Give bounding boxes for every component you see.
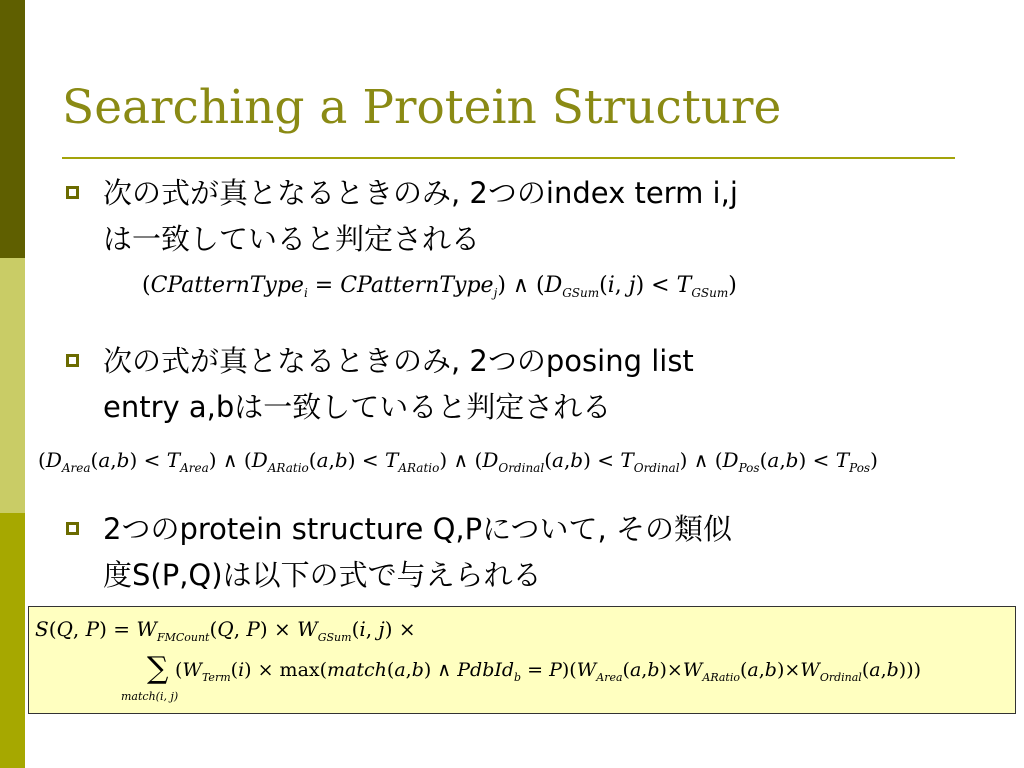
bullet-1-line-2: は一致していると判定される (103, 222, 481, 256)
bullet-3-line-1: 2つのprotein structure Q,Pについて, その類似 (103, 512, 732, 546)
title-divider (62, 157, 955, 159)
left-bar-top (0, 0, 25, 258)
left-bar-middle (0, 258, 25, 513)
left-bar-bottom (0, 513, 25, 768)
bullet-1-line-1: 次の式が真となるときのみ, 2つのindex term i,j (103, 176, 738, 210)
summation-symbol: ∑ (147, 651, 169, 686)
formula-2: $(D_{Area}(a,b) < T_{Area})$ ∧ $(D_{ARatio}(a,b) < T_{ARatio})$ ∧ $(D_{Ordinal}(a,b) < T_{Ordinal})$ ∧ $(D_{Pos}(a,b) < T_{Pos})$ (38, 448, 878, 475)
bullet-marker-3 (66, 522, 79, 535)
bullet-2-line-2: entry a,bは一致していると判定される (103, 390, 612, 424)
similarity-formula-line-1: S(Q, $P) = W_{FMCount}(Q$, $P) \times W_{GSum}(i$, j) × (35, 617, 416, 644)
formula-1: (CPatternType$_i$ = CPatternType$_j$) ∧ ($D_{GSum}(i$, $j) < T_{GSum}$) (142, 273, 737, 300)
bullet-text-1 (103, 170, 983, 262)
similarity-formula-line-2: ($W_{Term}(i)$ × max(match(a,b) ∧ PdbId$_b$ = $P)(W_{Area}(a,b)\times W_{ARatio}(a,b)\times W_{Ordinal}(a,b))$) (175, 659, 922, 684)
summation-index: match(i, j) (121, 690, 179, 703)
slide-title: Searching a Protein Structure (62, 80, 782, 135)
bullet-text-2 (103, 338, 983, 430)
bullet-text-3 (103, 506, 983, 598)
similarity-formula-box (28, 606, 1016, 714)
bullet-marker-2 (66, 354, 79, 367)
bullet-marker-1 (66, 186, 79, 199)
bullet-2-line-1: 次の式が真となるときのみ, 2つのposing list (103, 344, 694, 378)
bullet-3-line-2: 度S(P,Q)は以下の式で与えられる (103, 558, 542, 592)
